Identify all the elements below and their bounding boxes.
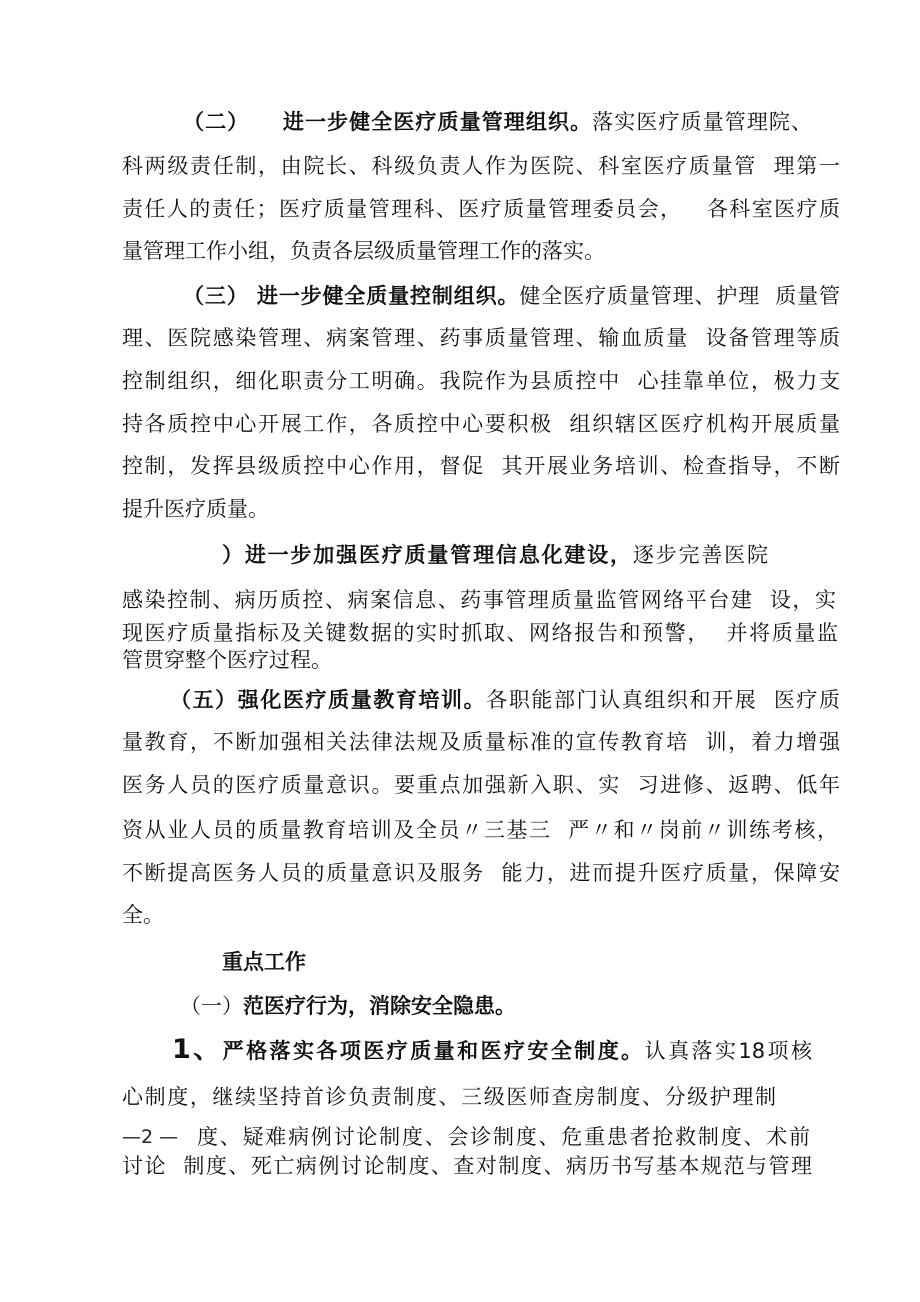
line-text: 各职能部门认真组织和开展 医疗质 (486, 688, 840, 712)
text-line (172, 1033, 812, 1067)
text-line: 控制组织，细化职责分工明确。我院作为县质控中 心挂靠单位，极力支 (122, 369, 840, 393)
text-line: 医务人员的医疗质量意识。要重点加强新入职、实 习进修、返聘、低年 (122, 773, 840, 797)
text-line (222, 948, 622, 976)
text-line: 讨论 制度、死亡病例讨论制度、查对制度、病历书写基本规范与管理 (122, 1154, 812, 1178)
line-text: 逐步完善医院 (632, 543, 768, 567)
text-line: 责任人的责任；医疗质量管理科、医疗质量管理委员会， 各科室医疗质 (122, 197, 840, 221)
key-work-heading: 重点工作 (222, 950, 306, 974)
item-number: 1、 (172, 1034, 223, 1065)
text-line: 全。 (122, 903, 164, 927)
text-line: 不断提高医务人员的质量意识及服务 能力，进而提升医疗质量，保障安 (122, 861, 840, 885)
section-heading-5: （五）强化医疗质量教育培训。 (170, 688, 487, 712)
text-line: 心制度，继续坚持首诊负责制度、三级医师查房制度、分级护理制 (122, 1085, 776, 1109)
text-line: 科两级责任制，由院长、科级负责人作为医院、科室医疗质量管 理第一 (122, 154, 840, 178)
text-line: 度、疑难病例讨论制度、会诊制度、危重患者抢救制度、术前 (197, 1125, 810, 1149)
text-line (183, 282, 840, 310)
section-heading-2: （二） 进一步健全医疗质量管理组织。 (183, 110, 593, 134)
text-line: 量管理工作小组，负责各层级质量管理工作的落实。 (122, 239, 605, 263)
line-text: 落实医疗质量管理院、 (592, 110, 812, 134)
text-line: 控制，发挥县级质控中心作用，督促 其开展业务培训、检查指导，不断 (122, 454, 840, 478)
text-line: 提升医疗质量。 (122, 497, 269, 521)
text-line: 持各质控中心开展工作，各质控中心要积极 组织辖区医疗机构开展质量 (122, 412, 840, 436)
text-line: 资从业人员的质量教育培训及全员〃三基三 严〃和〃岗前〃训练考核， (122, 818, 838, 842)
item-heading-1: 严格落实各项医疗质量和医疗安全制度。 (222, 1039, 645, 1063)
text-line (180, 992, 780, 1020)
line-text: 认真落实18项核 (644, 1039, 812, 1063)
page-number: —2 — (122, 1126, 179, 1148)
line-text: 健全医疗质量管理、护理 质量管 (519, 284, 840, 308)
sub-heading-1: 范医疗行为，消除安全隐患。 (243, 994, 516, 1018)
text-line: 量教育，不断加强相关法律法规及质量标准的宣传教育培 训，着力增强 (122, 730, 840, 754)
text-line: 理、医院感染管理、病案管理、药事质量管理、输血质量 设备管理等质 (122, 326, 840, 350)
text-line: 现医疗质量指标及关键数据的实时抓取、网络报告和预警， 并将质量监 (122, 621, 838, 645)
sub-heading-label: （一） (180, 994, 243, 1018)
section-heading-3: （三） 进一步健全质量控制组织。 (183, 284, 520, 308)
text-line (222, 541, 768, 569)
text-line: 感染控制、病历质控、病案信息、药事管理质量监管网络平台建 设，实 (122, 588, 836, 612)
text-line (183, 108, 812, 136)
text-line (170, 686, 840, 714)
text-line: 管贯穿整个医疗过程。 (122, 648, 332, 672)
section-heading-4: ）进一步加强医疗质量管理信息化建设， (222, 543, 633, 567)
